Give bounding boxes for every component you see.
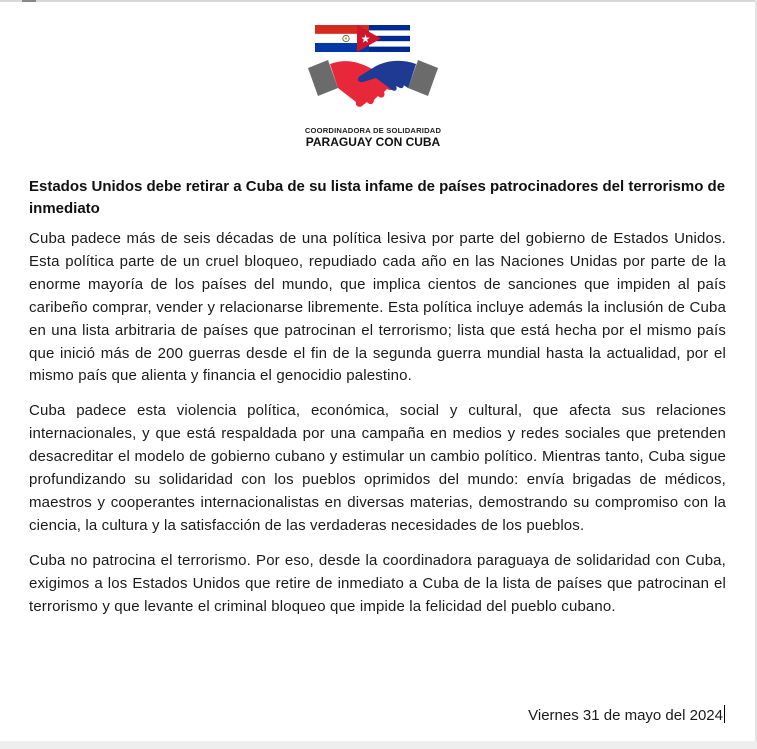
logo-org-line2: PARAGUAY CON CUBA [305,135,441,149]
organization-logo [288,22,458,152]
window-top-border [0,0,757,2]
paragraph-2: Cuba padece esta violencia política, económica, social y cultural, que afecta sus relaciones internacionales, y que está respaldada por una campaña en medios y redes sociales que pretenden desacreditar el modelo de gobierno cubano y estimular un cambio político. Mientras tanto, Cuba sigue profundizando su solidaridad con los pueblos oprimidos del mundo: envía brigadas de médicos, maestros y cooperantes internacionalistas en diversas materias, demostrando su compromiso con la ciencia, la cultura y la satisfacción de las verdaderas necesidades de los pueblos. [29,402,726,534]
document-body [29,176,726,631]
ruler-mark [22,0,36,2]
handshake-flags-icon [288,22,458,122]
logo-org-line1: COORDINADORA DE SOLIDARIDAD [304,126,442,135]
document-title: Estados Unidos debe retirar a Cuba de su lista infame de países patrocinadores del terrorismo de inmediato [29,178,726,217]
paragraph-3: Cuba no patrocina el terrorismo. Por eso, desde la coordinadora paraguaya de solidaridad con Cuba, exigimos a los Estados Unidos que retire de inmediato a Cuba de la lista de países que patrocinan el terrorismo y que levante el criminal bloqueo que impide la felicidad del pueblo cubano. [29,551,726,615]
document-date-line[interactable] [528,705,725,727]
paragraph-1: Cuba padece más de seis décadas de una política lesiva por parte del gobierno de Estados Unidos. Esta política parte de un cruel bloqueo, repudiado cada año en las Naciones Unidas por parte de la enorme mayoría de los países del mundo, que implica cientos de sanciones que impiden al país caribeño comprar, vender y relacionarse libremente. Esta política incluye además la inclusión de Cuba en una lista arbitraria de países que patrocinan el terrorismo; lista que está hecha por el mismo país que inició más de 200 guerras desde el fin de la segunda guerra mundial hasta la actualidad, por el mismo país que alienta y financia el genocidio palestino. [29,230,726,385]
status-bar [0,741,757,749]
text-cursor [724,705,725,723]
document-date: Viernes 31 de mayo del 2024 [528,707,723,724]
